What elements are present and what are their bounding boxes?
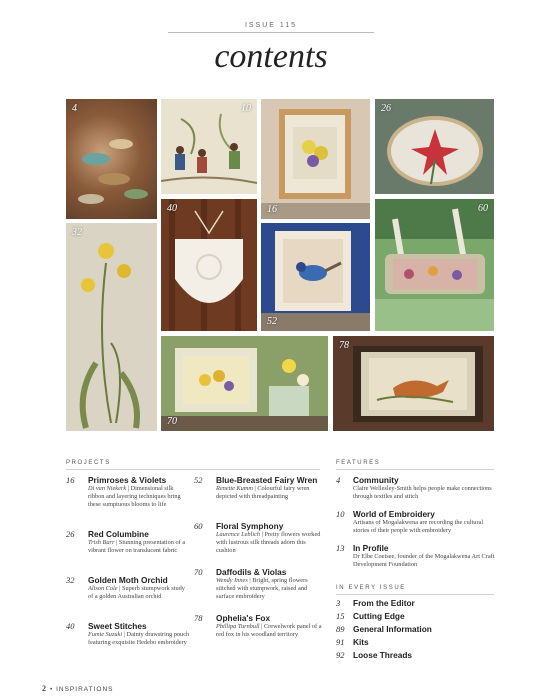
page-number: 52 xyxy=(194,475,203,485)
photo-page-number: 4 xyxy=(72,103,77,114)
list-item[interactable] xyxy=(66,575,190,601)
every-issue-rule xyxy=(336,594,494,595)
framed-daffodils-image xyxy=(161,336,328,431)
project-description: Laurence Leblich | Pretty flowers worked with lustrous silk threads adorn this cushion xyxy=(216,531,321,555)
list-item[interactable] xyxy=(336,475,498,501)
page-number: 40 xyxy=(66,621,75,631)
page-number: 10 xyxy=(336,509,345,519)
framed-wren-image xyxy=(261,223,370,331)
author: Phillipa Turnbull xyxy=(216,623,260,630)
author: Alison Cole xyxy=(88,585,118,592)
photo-ophelias-fox xyxy=(333,336,494,431)
feature-description: Dr Elbe Coetsee, founder of the Mogalakwena Art Craft Development Foundation xyxy=(353,553,495,569)
thread-bobbins-image xyxy=(66,99,157,219)
photo-primroses-violets xyxy=(261,99,370,219)
photo-page-number: 26 xyxy=(381,103,391,114)
page-number: 92 xyxy=(336,650,345,660)
photo-floral-symphony xyxy=(375,199,494,331)
photo-page-number: 32 xyxy=(72,227,82,238)
list-item[interactable] xyxy=(336,611,405,621)
list-item[interactable] xyxy=(66,529,190,555)
page-number: 3 xyxy=(336,598,341,608)
page-number: 16 xyxy=(66,475,75,485)
list-item[interactable] xyxy=(336,543,498,569)
photo-page-number: 16 xyxy=(267,204,277,215)
page-number: 89 xyxy=(336,624,345,634)
list-item[interactable] xyxy=(336,637,369,647)
project-description: Renette Kumm | Colourful fairy wren depicted with threadpainting xyxy=(216,485,310,501)
photo-daffodils-violas xyxy=(161,336,328,431)
magazine-name: INSPIRATIONS xyxy=(56,686,114,693)
feature-title: Community xyxy=(353,475,399,485)
photo-community xyxy=(66,99,157,219)
photo-golden-moth-orchid xyxy=(66,223,157,431)
page-title: contents xyxy=(214,38,328,75)
photo-sweet-stitches xyxy=(161,199,257,331)
features-heading: FEATURES xyxy=(336,460,381,466)
projects-rule xyxy=(66,469,320,470)
page-number: 60 xyxy=(194,521,203,531)
framed-primroses-image xyxy=(261,99,370,219)
project-title: Golden Moth Orchid xyxy=(88,575,168,585)
photo-page-number: 10 xyxy=(241,103,251,114)
author: Trish Burr xyxy=(88,539,115,546)
page-number: 15 xyxy=(336,611,345,621)
page-number: 91 xyxy=(336,637,345,647)
photo-red-columbine xyxy=(375,99,494,194)
list-item[interactable] xyxy=(336,650,412,660)
photo-fairy-wren xyxy=(261,223,370,331)
photo-page-number: 78 xyxy=(339,340,349,351)
list-item[interactable] xyxy=(336,509,498,535)
list-item[interactable] xyxy=(194,567,322,602)
feature-description: Claire Wellesley-Smith helps people make connections through textiles and stitch xyxy=(353,485,492,501)
author: Laurence Leblich xyxy=(216,531,261,538)
list-item[interactable] xyxy=(194,521,322,556)
list-item[interactable] xyxy=(194,613,322,639)
item-title: General Information xyxy=(353,624,432,634)
folio-number: 2 xyxy=(42,684,46,693)
item-title: From the Editor xyxy=(353,598,415,608)
page-number: 26 xyxy=(66,529,75,539)
every-issue-heading: IN EVERY ISSUE xyxy=(336,585,406,591)
feature-description: Artisans of Mogalakwena are recording the cultural stories of their people with embroidery xyxy=(353,519,484,535)
item-title: Kits xyxy=(353,637,369,647)
header-rule xyxy=(168,32,374,33)
project-description: Trish Burr | Stunning presentation of a vibrant flower on translucent fabric xyxy=(88,539,186,555)
item-title: Cutting Edge xyxy=(353,611,405,621)
projects-heading: PROJECTS xyxy=(66,460,111,466)
list-item[interactable] xyxy=(66,475,190,510)
author: Renette Kumm xyxy=(216,485,253,492)
project-title: Blue-Breasted Fairy Wren xyxy=(216,475,318,485)
author: Di van Niekerk xyxy=(88,485,127,492)
project-description: Di van Niekerk | Dimensional silk ribbon and layering techniques bring these sumptuous blooms to life xyxy=(88,485,181,509)
page-number: 32 xyxy=(66,575,75,585)
footer-separator: • xyxy=(50,686,54,693)
photo-world-of-embroidery xyxy=(161,99,257,194)
framed-fox-image xyxy=(333,336,494,431)
list-item[interactable] xyxy=(336,624,432,634)
author: Wendy Innes xyxy=(216,577,248,584)
page-footer xyxy=(42,684,113,693)
project-title: Floral Symphony xyxy=(216,521,284,531)
orchid-stumpwork-image xyxy=(66,223,157,431)
floral-cushion-image xyxy=(375,199,494,331)
list-item[interactable] xyxy=(336,598,415,608)
project-title: Sweet Stitches xyxy=(88,621,147,631)
project-description: Phillipa Turnbull | Crewelwork panel of a red fox in his woodland territory xyxy=(216,623,322,639)
list-item[interactable] xyxy=(66,621,190,647)
project-title: Primroses & Violets xyxy=(88,475,167,485)
photo-page-number: 70 xyxy=(167,416,177,427)
project-title: Daffodils & Violas xyxy=(216,567,287,577)
project-title: Red Columbine xyxy=(88,529,149,539)
project-description: Fumie Suzuki | Dainty drawstring pouch featuring exquisite Hedebo embroidery xyxy=(88,631,190,647)
item-title: Loose Threads xyxy=(353,650,413,660)
photo-page-number: 52 xyxy=(267,316,277,327)
embroidery-hoop-image xyxy=(375,99,494,194)
feature-title: World of Embroidery xyxy=(353,509,435,519)
page-number: 4 xyxy=(336,475,341,485)
page-number: 78 xyxy=(194,613,203,623)
list-item[interactable] xyxy=(194,475,322,501)
author: Fumie Suzuki xyxy=(88,631,123,638)
project-title: Ophelia's Fox xyxy=(216,613,271,623)
features-rule xyxy=(336,469,494,470)
project-description: Wendy Innes | Bright, spring flowers stitched with stumpwork, raised and surface embroidery xyxy=(216,577,308,601)
feature-title: In Profile xyxy=(353,543,389,553)
photo-page-number: 40 xyxy=(167,203,177,214)
page-number: 70 xyxy=(194,567,203,577)
hedebo-pouch-image xyxy=(161,199,257,331)
page-number: 13 xyxy=(336,543,345,553)
photo-page-number: 60 xyxy=(478,203,488,214)
project-description: Alison Cole | Superb stumpwork study of a golden Australian orchid xyxy=(88,585,185,601)
issue-number: ISSUE 115 xyxy=(244,22,298,29)
